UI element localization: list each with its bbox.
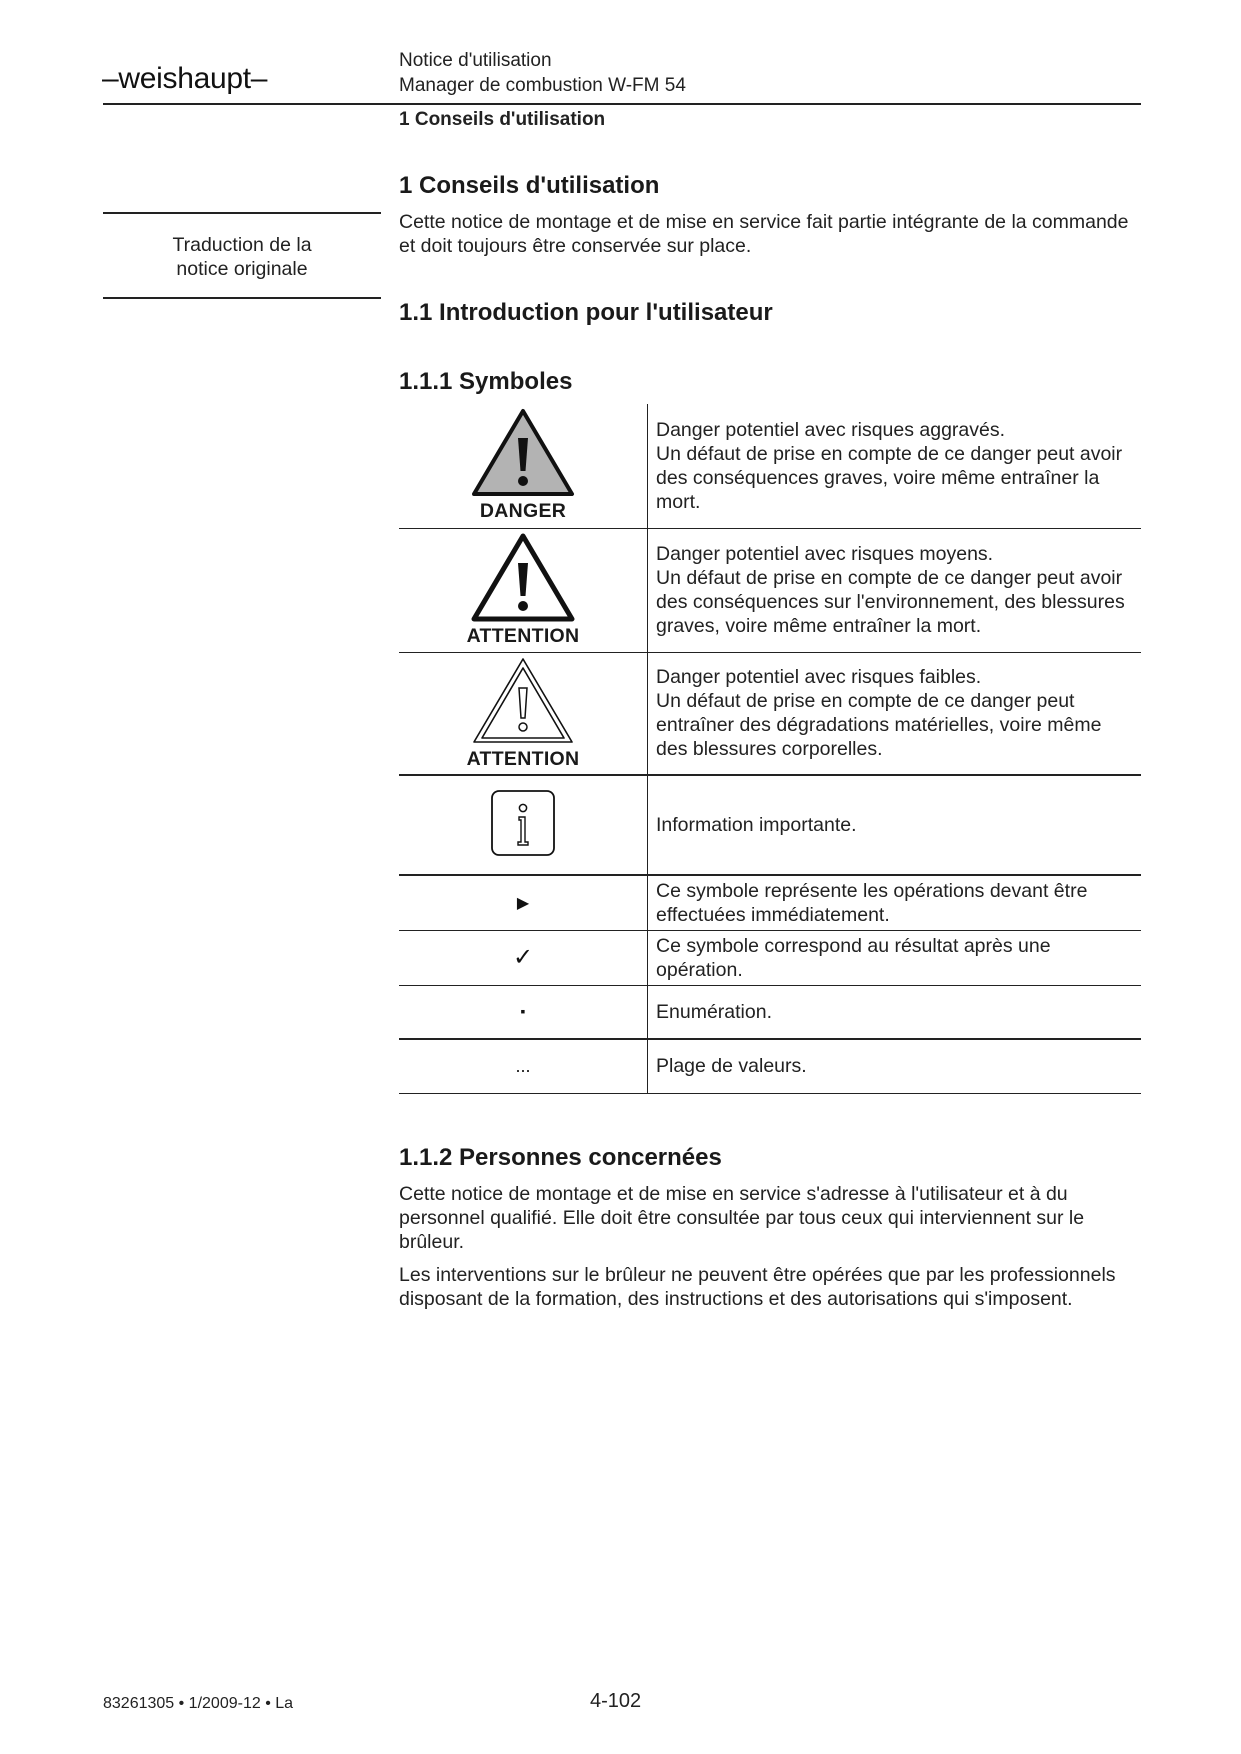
section-1-1-2-title: 1.1.2 Personnes concernées bbox=[399, 1144, 722, 1171]
symbol-row-range bbox=[399, 1039, 1141, 1093]
section-1-1-title: 1.1 Introduction pour l'utilisateur bbox=[399, 299, 773, 326]
symbol-cell bbox=[399, 875, 648, 930]
sidebar-rule-bottom bbox=[103, 297, 381, 299]
qualification-paragraph: Les interventions sur le brûleur ne peuvent être opérées que par les professionnels disposant de la formation, des instructions et des autorisations qui s'imposent. bbox=[399, 1264, 1116, 1310]
symbol-cell bbox=[399, 930, 648, 985]
section-1-1-1-title: 1.1.1 Symboles bbox=[399, 368, 573, 395]
symbol-row-result bbox=[399, 930, 1141, 985]
symbol-row-enumeration bbox=[399, 985, 1141, 1039]
danger-warning-icon bbox=[471, 408, 575, 498]
warning-icon bbox=[471, 533, 575, 623]
symbol-cell bbox=[399, 528, 648, 652]
header-rule bbox=[103, 103, 1141, 105]
risk-level-text: Danger potentiel avec risques faibles. bbox=[656, 666, 982, 689]
description-cell bbox=[648, 1039, 1142, 1093]
attention-label: ATTENTION bbox=[466, 747, 580, 770]
square-bullet-icon: ▪ bbox=[520, 1002, 526, 1019]
checkmark-icon: ✓ bbox=[512, 944, 534, 971]
description-cell bbox=[648, 875, 1142, 930]
doc-type: Notice d'utilisation bbox=[399, 50, 552, 71]
attention-label: ATTENTION bbox=[466, 624, 580, 647]
translation-note-line2: notice originale bbox=[176, 258, 308, 280]
symbol-row-attention-medium bbox=[399, 528, 1141, 652]
symbol-row-info bbox=[399, 775, 1141, 875]
symbol-cell bbox=[399, 985, 648, 1039]
symbol-cell bbox=[399, 1039, 648, 1093]
range-text: Plage de valeurs. bbox=[656, 1055, 807, 1078]
risk-detail-text: Un défaut de prise en compte de ce danger peut entraîner des dégradations matérielles, voire même des blessures corporelles. bbox=[656, 690, 1102, 761]
caution-icon bbox=[471, 656, 575, 746]
risk-level-text: Danger potentiel avec risques moyens. bbox=[656, 543, 994, 565]
enumeration-text: Enumération. bbox=[656, 1000, 772, 1023]
description-cell bbox=[648, 652, 1142, 775]
risk-detail-text: Un défaut de prise en compte de ce danger peut avoir des conséquences graves, voire même entraîner la mort. bbox=[656, 442, 1123, 513]
section-1-text bbox=[399, 210, 1144, 258]
running-section-title: 1 Conseils d'utilisation bbox=[399, 109, 606, 130]
translation-note bbox=[103, 233, 381, 281]
product-name: Manager de combustion W-FM 54 bbox=[399, 75, 686, 96]
symbol-row-action bbox=[399, 875, 1141, 930]
sidebar-rule-top bbox=[103, 212, 381, 214]
info-text: Information importante. bbox=[656, 814, 857, 836]
symbol-cell bbox=[399, 652, 648, 775]
description-cell bbox=[648, 404, 1142, 528]
action-text: Ce symbole représente les opérations devant être effectuées immédiatement. bbox=[656, 879, 1088, 926]
result-text: Ce symbole correspond au résultat après une opération. bbox=[656, 934, 1051, 981]
section-1-1-2-text bbox=[399, 1182, 1141, 1311]
weishaupt-logo: –weishaupt– bbox=[102, 62, 268, 95]
danger-label: DANGER bbox=[479, 500, 567, 523]
ellipsis-icon: ... bbox=[515, 1055, 531, 1076]
section-1-paragraph: Cette notice de montage et de mise en service fait partie intégrante de la commande et doit toujours être conservée sur place. bbox=[399, 211, 1129, 257]
audience-paragraph: Cette notice de montage et de mise en service s'adresse à l'utilisateur et à du personnel qualifié. Elle doit être consultée par tous ceux qui interviennent sur le brûleur. bbox=[399, 1183, 1085, 1253]
description-cell bbox=[648, 985, 1142, 1039]
symbol-row-attention-low bbox=[399, 652, 1141, 775]
symbol-cell bbox=[399, 775, 648, 875]
risk-detail-text: Un défaut de prise en compte de ce danger peut avoir des conséquences sur l'environnement, des blessures graves, voire même entraîner la mort. bbox=[656, 567, 1125, 637]
document-reference: 83261305 • 1/2009-12 • La bbox=[103, 1695, 294, 1712]
symbol-row-danger bbox=[399, 404, 1141, 528]
translation-note-line1: Traduction de la bbox=[172, 234, 312, 256]
risk-level-text: Danger potentiel avec risques aggravés. bbox=[656, 418, 1006, 441]
description-cell bbox=[648, 775, 1142, 875]
page-number: 4-102 bbox=[590, 1690, 642, 1712]
section-1-title: 1 Conseils d'utilisation bbox=[399, 172, 660, 199]
play-arrow-icon: ▶ bbox=[516, 894, 530, 912]
description-cell bbox=[648, 528, 1142, 652]
symbols-table bbox=[399, 404, 1141, 1094]
info-icon bbox=[490, 789, 556, 857]
description-cell bbox=[648, 930, 1142, 985]
symbol-cell bbox=[399, 404, 648, 528]
